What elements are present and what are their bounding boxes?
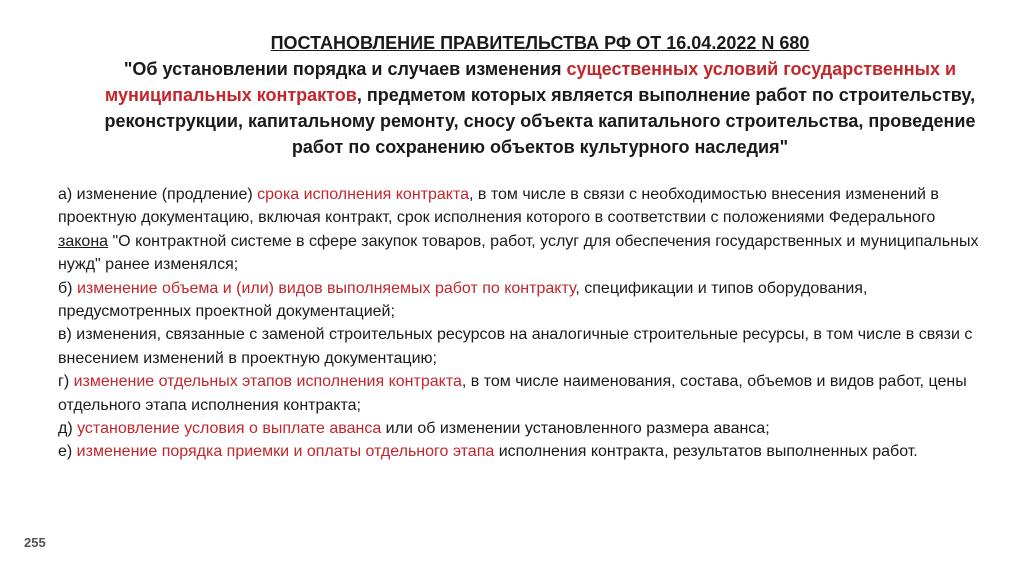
item-a-text-end: "О контрактной системе в сфере закупок товаров, работ, услуг для обеспечения государственных и муниципальных нужд" ранее изменялся; <box>58 232 979 274</box>
subject-highlight: существенных условий государственных и муниципальных контрактов <box>104 59 957 105</box>
item-g-text: , в том числе наименования, состава, объемов и видов работ, цены отдельного этапа исполнения контракта; <box>58 373 967 414</box>
subject-text-start: "Об установлении порядка и случаев изменения <box>123 59 567 79</box>
list-item-v <box>58 323 988 370</box>
list-item-a <box>58 183 988 277</box>
item-d-text: или об изменении установленного размера аванса; <box>381 420 770 438</box>
list-item-b <box>58 277 988 324</box>
item-a-highlight: срока исполнения контракта <box>257 186 470 203</box>
item-d-highlight: установление условия о выплате аванса <box>77 420 382 438</box>
page-number: 255 <box>24 535 46 550</box>
item-b-prefix: б) <box>58 279 77 297</box>
item-b-text: , спецификации и типов оборудования, предусмотренных проектной документацией; <box>58 279 868 321</box>
subject-text-end: , предметом которых является выполнение работ по строительству, реконструкции, капитальному ремонту, сносу объекта капитального строительства, проведение работ по сохранению объектов культурного наследия" <box>104 85 976 157</box>
resolution-title: ПОСТАНОВЛЕНИЕ ПРАВИТЕЛЬСТВА РФ ОТ 16.04.2022 N 680 <box>270 33 810 53</box>
item-e-highlight: изменение порядка приемки и оплаты отдельного этапа <box>76 443 495 461</box>
conditions-list <box>58 183 988 464</box>
item-g-prefix: г) <box>58 373 74 391</box>
list-item-e <box>58 440 988 463</box>
item-e-text: исполнения контракта, результатов выполненных работ. <box>494 443 918 461</box>
item-e-prefix: е) <box>58 443 77 461</box>
list-item-g <box>58 370 988 417</box>
resolution-subject <box>90 56 990 160</box>
item-a-text: , в том числе в связи с необходимостью внесения изменений в проектную документацию, включая контракт, срок исполнения которого в соответствии с положениями Федерального <box>58 186 939 227</box>
law-link[interactable]: закона <box>58 232 109 250</box>
item-v-text: в) изменения, связанные с заменой строительных ресурсов на аналогичные строительные ресурсы, в том числе в связи с внесением изменений в проектную документацию; <box>58 326 973 367</box>
item-a-prefix: а) изменение (продление) <box>58 186 258 203</box>
item-g-highlight: изменение отдельных этапов исполнения контракта <box>73 373 462 391</box>
document-title <box>90 30 990 160</box>
item-b-highlight: изменение объема и (или) видов выполняемых работ по контракту <box>76 279 576 297</box>
item-d-prefix: д) <box>58 420 78 438</box>
list-item-d <box>58 417 988 440</box>
